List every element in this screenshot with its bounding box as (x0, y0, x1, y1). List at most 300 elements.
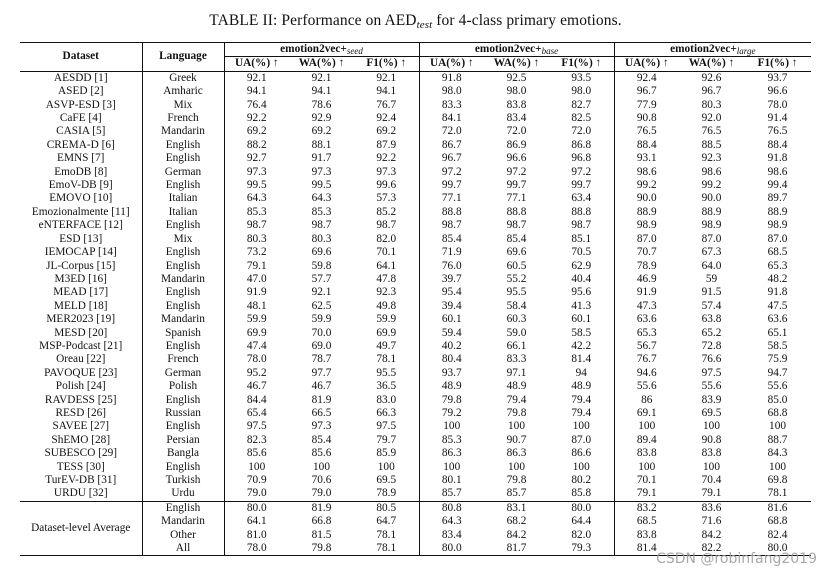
value-cell: 97.7 (311, 366, 332, 379)
value-cell: 77.1 (506, 192, 527, 205)
value-cell: 58.5 (767, 339, 788, 352)
language-cell: Amharic (142, 85, 224, 98)
value-cell: 98.6 (701, 165, 722, 178)
value-cell: 85.7 (484, 487, 549, 501)
value-cell: 100 (769, 460, 786, 473)
value-cell: 83.8 (636, 447, 657, 460)
value-cell: 55.6 (701, 380, 722, 393)
value-cell: 47.0 (246, 272, 267, 285)
value-cell: 94.7 (767, 366, 788, 379)
value-cell: 86.6 (549, 447, 614, 460)
value-cell: 79.4 (549, 407, 614, 420)
value-cell: 82.0 (354, 233, 419, 246)
value-cell: 92.1 (246, 71, 267, 84)
value-cell: 64.4 (549, 515, 614, 528)
value-cell: 86 (641, 393, 653, 406)
value-cell: 81.5 (311, 528, 332, 541)
value-cell: 79.1 (679, 487, 744, 501)
table-row (20, 447, 811, 460)
header-model-base: emotion2vec+base (419, 43, 614, 57)
language-cell: German (142, 367, 224, 380)
value-cell: 87.0 (767, 232, 788, 245)
metric-header: F1(%) ↑ (744, 57, 811, 71)
value-cell: 68.5 (636, 515, 657, 528)
value-cell: 83.3 (506, 353, 527, 366)
value-cell: 91.9 (246, 286, 267, 299)
dataset-cell: eNTERFACE [12] (20, 219, 142, 232)
value-cell: 68.5 (767, 246, 788, 259)
value-cell: 81.4 (614, 542, 679, 556)
value-cell: 99.7 (549, 179, 614, 192)
value-cell: 95.5 (354, 367, 419, 380)
dataset-cell: MESD [20] (20, 327, 142, 340)
value-cell: 68.2 (506, 515, 527, 528)
value-cell: 65.3 (636, 326, 657, 339)
value-cell: 85.4 (311, 433, 332, 446)
value-cell: 85.7 (419, 487, 484, 501)
value-cell: 64.3 (311, 192, 332, 205)
value-cell: 63.8 (701, 313, 722, 326)
value-cell: 59.9 (246, 313, 267, 326)
value-cell: 72.0 (549, 125, 614, 138)
value-cell: 82.0 (549, 529, 614, 542)
value-cell: 79.4 (506, 393, 527, 406)
value-cell: 69.2 (246, 125, 267, 138)
dataset-cell: JL-Corpus [15] (20, 260, 142, 273)
value-cell: 69.5 (354, 474, 419, 487)
value-cell: 98.7 (246, 219, 267, 232)
value-cell: 47.8 (354, 273, 419, 286)
value-cell: 76.6 (701, 353, 722, 366)
table-row (20, 313, 811, 326)
value-cell: 60.3 (506, 313, 527, 326)
value-cell: 69.1 (636, 406, 657, 419)
value-cell: 64.3 (246, 192, 267, 205)
language-cell: English (142, 179, 224, 192)
dataset-cell: CaFE [4] (20, 112, 142, 125)
value-cell: 99.5 (246, 179, 267, 192)
value-cell: 95.4 (441, 286, 462, 299)
value-cell: 85.9 (354, 447, 419, 460)
value-cell: 80.4 (441, 353, 462, 366)
language-cell: Mandarin (142, 313, 224, 326)
value-cell: 68.8 (767, 406, 788, 419)
language-cell: English (142, 286, 224, 299)
dataset-cell: RAVDESS [25] (20, 394, 142, 407)
value-cell: 80.2 (549, 474, 614, 487)
value-cell: 49.8 (354, 300, 419, 313)
value-cell: 94.1 (354, 85, 419, 98)
value-cell: 66.5 (311, 406, 332, 419)
dataset-cell: IEMOCAP [14] (20, 246, 142, 259)
value-cell: 69.6 (311, 246, 332, 259)
value-cell: 56.7 (636, 339, 657, 352)
value-cell: 69.9 (354, 327, 419, 340)
metric-header: F1(%) ↑ (354, 57, 419, 71)
value-cell: 96.8 (549, 152, 614, 165)
value-cell: 47.5 (767, 299, 788, 312)
value-cell: 76.4 (246, 98, 267, 111)
value-cell: 100 (508, 460, 525, 473)
value-cell: 90.0 (701, 192, 722, 205)
value-cell: 91.5 (701, 286, 722, 299)
value-cell: 83.8 (701, 447, 722, 460)
value-cell: 91.4 (767, 112, 788, 125)
table-row (20, 192, 811, 205)
value-cell: 92.3 (354, 286, 419, 299)
value-cell: 59.0 (506, 326, 527, 339)
value-cell: 85.4 (441, 232, 462, 245)
dataset-cell: URDU [32] (20, 487, 142, 501)
value-cell: 98.9 (701, 219, 722, 232)
value-cell: 93.7 (441, 366, 462, 379)
value-cell: 84.2 (506, 528, 527, 541)
value-cell: 89.4 (636, 433, 657, 446)
results-table (20, 42, 811, 556)
value-cell: 63.6 (767, 313, 788, 326)
value-cell: 59.9 (311, 313, 332, 326)
language-cell: Italian (142, 192, 224, 205)
table-row (20, 99, 811, 112)
value-cell: 92.1 (311, 286, 332, 299)
value-cell: 66.1 (506, 339, 527, 352)
value-cell: 79.4 (549, 394, 614, 407)
value-cell: 59.8 (311, 259, 332, 272)
language-cell: French (142, 112, 224, 125)
value-cell: 100 (703, 420, 720, 433)
value-cell: 57.3 (354, 192, 419, 205)
value-cell: 89.7 (767, 192, 788, 205)
value-cell: 83.4 (441, 528, 462, 541)
value-cell: 86.9 (506, 138, 527, 151)
value-cell: 59.9 (354, 313, 419, 326)
header-dataset: Dataset (20, 43, 142, 72)
value-cell: 88.1 (311, 138, 332, 151)
value-cell: 97.5 (701, 366, 722, 379)
value-cell: 91.8 (767, 152, 788, 165)
value-cell: 88.8 (549, 206, 614, 219)
value-cell: 82.5 (549, 112, 614, 125)
value-cell: 46.7 (311, 380, 332, 393)
value-cell: 90.8 (701, 433, 722, 446)
value-cell: 90.8 (636, 112, 657, 125)
value-cell: 99.7 (441, 179, 462, 192)
value-cell: 65.3 (767, 259, 788, 272)
value-cell: 70.6 (311, 474, 332, 486)
value-cell: 97.5 (246, 420, 267, 433)
value-cell: 78.1 (354, 353, 419, 366)
value-cell: 62.5 (311, 299, 332, 312)
value-cell: 83.6 (701, 501, 722, 514)
language-cell: Bangla (142, 447, 224, 460)
language-cell: Mix (142, 233, 224, 246)
value-cell: 66.3 (354, 407, 419, 420)
value-cell: 79.0 (289, 487, 354, 501)
value-cell: 79.1 (614, 487, 679, 501)
value-cell: 98.7 (311, 219, 332, 232)
dataset-cell: SAVEE [27] (20, 420, 142, 433)
table-row (20, 300, 811, 313)
value-cell: 78.9 (636, 259, 657, 272)
value-cell: 98.7 (506, 219, 527, 232)
value-cell: 47.3 (636, 299, 657, 312)
value-cell: 80.1 (441, 474, 462, 486)
value-cell: 77.9 (636, 98, 657, 111)
value-cell: 67.3 (701, 246, 722, 259)
value-cell: 99.2 (636, 179, 657, 192)
value-cell: 97.2 (549, 166, 614, 179)
value-cell: 88.7 (767, 433, 788, 446)
value-cell: 97.3 (311, 165, 332, 178)
value-cell: 85.8 (549, 487, 614, 501)
value-cell: 100 (638, 460, 656, 473)
metric-header: UA(%) ↑ (614, 57, 679, 71)
value-cell: 66.8 (311, 515, 332, 528)
value-cell: 94.1 (311, 85, 332, 98)
value-cell: 64.3 (441, 515, 462, 528)
value-cell: 84.2 (701, 528, 722, 541)
value-cell: 88.8 (441, 205, 462, 218)
value-cell: 78.1 (354, 542, 419, 556)
value-cell: 70.5 (549, 246, 614, 259)
value-cell: 58.4 (506, 299, 527, 312)
dataset-cell: MSP-Podcast [21] (20, 340, 142, 353)
table-row (20, 353, 811, 366)
value-cell: 97.3 (354, 166, 419, 179)
dataset-cell: TurEV-DB [31] (20, 474, 142, 487)
value-cell: 99.6 (354, 179, 419, 192)
value-cell: 81.9 (311, 393, 332, 406)
table-row (20, 273, 811, 286)
language-cell: English (142, 246, 224, 259)
value-cell: 70.0 (311, 326, 332, 339)
average-language-cell: Mandarin (142, 515, 224, 528)
value-cell: 79.7 (354, 434, 419, 447)
average-language-cell: Other (142, 529, 224, 542)
value-cell: 68.8 (767, 515, 788, 528)
dataset-cell: EmoV-DB [9] (20, 179, 142, 192)
value-cell: 98.9 (767, 219, 788, 232)
value-cell: 88.4 (767, 138, 788, 151)
value-cell: 86.7 (441, 138, 462, 151)
value-cell: 97.2 (506, 165, 527, 178)
value-cell: 92.0 (701, 112, 722, 125)
table-row (20, 125, 811, 138)
value-cell: 92.3 (701, 152, 722, 165)
value-cell: 79.8 (441, 393, 462, 406)
metric-header: F1(%) ↑ (549, 57, 614, 71)
value-cell: 92.1 (311, 71, 332, 84)
value-cell: 78.1 (744, 487, 811, 501)
value-cell: 80.5 (354, 501, 419, 515)
value-cell: 92.2 (246, 112, 267, 125)
value-cell: 63.6 (636, 313, 657, 326)
language-cell: Russian (142, 407, 224, 420)
dataset-cell: EMNS [7] (20, 152, 142, 165)
language-cell: Polish (142, 380, 224, 393)
value-cell: 86.3 (441, 447, 462, 460)
value-cell: 80.8 (441, 501, 462, 514)
value-cell: 55.2 (506, 272, 527, 285)
value-cell: 72.0 (441, 125, 462, 138)
dataset-cell: Polish [24] (20, 380, 142, 393)
value-cell: 90.7 (506, 433, 527, 446)
language-cell: Mix (142, 99, 224, 112)
dataset-cell: RESD [26] (20, 407, 142, 420)
language-cell: English (142, 394, 224, 407)
value-cell: 83.0 (354, 394, 419, 407)
value-cell: 82.7 (549, 99, 614, 112)
value-cell: 69.9 (246, 326, 267, 339)
value-cell: 79.8 (506, 474, 527, 486)
value-cell: 40.4 (549, 273, 614, 286)
language-cell: French (142, 353, 224, 366)
dataset-cell: EMOVO [10] (20, 192, 142, 205)
language-cell: Mandarin (142, 125, 224, 138)
value-cell: 79.2 (441, 406, 462, 419)
value-cell: 77.1 (441, 192, 462, 205)
dataset-cell: ASED [2] (20, 85, 142, 98)
value-cell: 87.0 (636, 232, 657, 245)
value-cell: 64.1 (354, 260, 419, 273)
value-cell: 48.1 (246, 299, 267, 312)
value-cell: 76.5 (701, 125, 722, 138)
value-cell: 81.4 (549, 353, 614, 366)
value-cell: 88.9 (767, 205, 788, 218)
value-cell: 72.0 (506, 125, 527, 138)
value-cell: 85.0 (767, 393, 788, 406)
value-cell: 97.3 (311, 420, 332, 433)
table-row (20, 166, 811, 179)
dataset-cell: SUBESCO [29] (20, 447, 142, 460)
value-cell: 79.1 (246, 259, 267, 272)
dataset-cell: TESS [30] (20, 461, 142, 474)
value-cell: 80.0 (246, 501, 267, 514)
value-cell: 100 (703, 460, 720, 473)
value-cell: 76.7 (636, 353, 657, 366)
header-model-large: emotion2vec+large (614, 43, 811, 57)
value-cell: 69.0 (311, 339, 332, 352)
value-cell: 96.6 (506, 152, 527, 165)
value-cell: 69.2 (311, 125, 332, 138)
caption-suffix: for 4-class primary emotions. (432, 12, 622, 29)
metric-header: WA(%) ↑ (484, 57, 549, 71)
value-cell: 94 (549, 367, 614, 380)
language-cell: English (142, 139, 224, 152)
value-cell: 96.7 (441, 152, 462, 165)
value-cell: 100 (638, 420, 656, 433)
value-cell: 59 (705, 272, 718, 285)
metric-header: WA(%) ↑ (289, 57, 354, 71)
value-cell: 95.5 (506, 286, 527, 299)
table-row (20, 340, 811, 353)
value-cell: 95.2 (246, 366, 267, 379)
value-cell: 48.9 (549, 380, 614, 393)
value-cell: 63.4 (549, 192, 614, 205)
value-cell: 85.1 (549, 233, 614, 246)
table-row (20, 407, 811, 420)
dataset-cell: MEAD [17] (20, 286, 142, 299)
value-cell: 85.6 (246, 447, 267, 460)
value-cell: 85.3 (441, 433, 462, 446)
value-cell: 70.1 (354, 246, 419, 259)
table-row (20, 286, 811, 299)
value-cell: 46.9 (636, 272, 657, 285)
dataset-cell: M3ED [16] (20, 273, 142, 286)
value-cell: 70.1 (636, 474, 657, 486)
value-cell: 98.0 (549, 85, 614, 98)
language-cell: Persian (142, 434, 224, 447)
value-cell: 92.9 (311, 112, 332, 125)
table-row (20, 139, 811, 152)
value-cell: 85.3 (311, 205, 332, 218)
value-cell: 88.9 (636, 205, 657, 218)
value-cell: 79.8 (289, 542, 354, 556)
value-cell: 82.4 (767, 528, 788, 541)
value-cell: 94.6 (636, 366, 657, 379)
value-cell: 57.7 (311, 272, 332, 285)
value-cell: 48.9 (441, 380, 462, 393)
dataset-cell: Oreau [22] (20, 353, 142, 366)
value-cell: 85.2 (354, 206, 419, 219)
value-cell: 92.4 (354, 112, 419, 125)
value-cell: 83.4 (506, 112, 527, 125)
language-cell: German (142, 166, 224, 179)
language-cell: English (142, 152, 224, 165)
value-cell: 88.4 (636, 138, 657, 151)
value-cell: 100 (443, 460, 461, 473)
value-cell: 80.3 (311, 232, 332, 245)
value-cell: 99.5 (311, 179, 332, 192)
value-cell: 92.4 (636, 71, 657, 84)
dataset-cell: PAVOQUE [23] (20, 367, 142, 380)
dataset-cell: Emozionalmente [11] (20, 206, 142, 219)
value-cell: 93.7 (767, 71, 788, 84)
value-cell: 96.6 (767, 85, 788, 98)
value-cell: 88.8 (506, 205, 527, 218)
value-cell: 76.5 (636, 125, 657, 138)
value-cell: 71.9 (441, 246, 462, 259)
table-row (20, 394, 811, 407)
value-cell: 70.4 (701, 474, 722, 486)
value-cell: 78.9 (354, 487, 419, 501)
value-cell: 83.9 (701, 393, 722, 406)
dataset-cell: CREMA-D [6] (20, 139, 142, 152)
value-cell: 85.6 (311, 447, 332, 460)
language-cell: English (142, 461, 224, 474)
value-cell: 39.7 (441, 272, 462, 285)
value-cell: 47.4 (246, 339, 267, 352)
table-row (20, 152, 811, 165)
value-cell: 83.2 (636, 501, 657, 514)
value-cell: 79.8 (506, 406, 527, 419)
caption-prefix: TABLE II: Performance on AED (209, 12, 417, 29)
value-cell: 100 (549, 420, 614, 433)
value-cell: 41.3 (549, 300, 614, 313)
value-cell: 90.0 (636, 192, 657, 205)
dataset-cell: EmoDB [8] (20, 166, 142, 179)
value-cell: 60.5 (506, 259, 527, 272)
value-cell: 64.0 (701, 259, 722, 272)
value-cell: 88.5 (701, 138, 722, 151)
value-cell: 46.7 (246, 380, 267, 393)
value-cell: 92.6 (701, 71, 722, 84)
value-cell: 97.2 (441, 165, 462, 178)
value-cell: 91.9 (636, 286, 657, 299)
value-cell: 84.4 (246, 393, 267, 406)
value-cell: 62.9 (549, 260, 614, 273)
value-cell: 80.3 (701, 98, 722, 111)
